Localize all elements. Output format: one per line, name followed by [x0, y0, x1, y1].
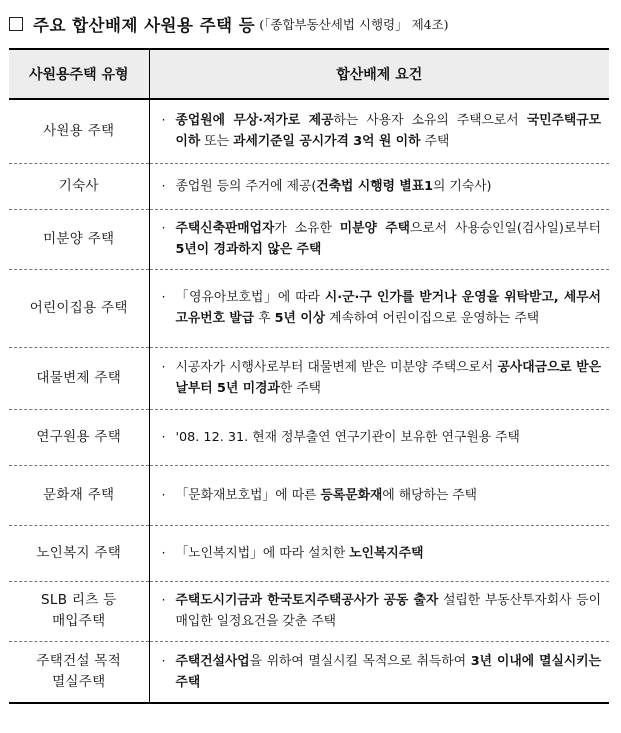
document-title — [9, 11, 449, 37]
requirement-cell — [149, 163, 609, 209]
table-row — [9, 99, 609, 163]
requirement-text-bold: 주택도시기금과 한국토지주택공사가 공동 출자 — [175, 593, 439, 608]
bullet-icon: · — [161, 221, 166, 236]
requirement-text — [176, 590, 602, 632]
requirement-text-segment: 하는 사용자 소유의 주택으로서 — [333, 113, 527, 129]
requirement-text-segment: 계속하여 어린이집으로 운영하는 주택 — [325, 311, 540, 326]
bullet-icon: · — [161, 360, 166, 375]
table-row — [9, 163, 609, 209]
bullet-icon: · — [161, 593, 166, 608]
table-row — [9, 209, 609, 269]
requirement-cell — [149, 581, 609, 641]
housing-exclusion-table — [9, 48, 609, 704]
requirement-text-bold: 3년 이내에 멸실시키는 주택 — [175, 653, 601, 690]
requirement-text-segment: 주택 — [420, 134, 450, 150]
requirement-text-bold: 미분양 주택 — [339, 221, 410, 236]
requirement-text — [176, 485, 602, 506]
requirement-text-segment: 설립한 부동산투자회사 등이 매입한 일정요건을 갖춘 주택 — [175, 593, 601, 629]
title-reference: (「종합부동산세법 시행령」 제4조) — [259, 17, 449, 32]
requirement-text-segment: 「노인복지법」에 따라 설치한 — [175, 545, 350, 561]
requirement-cell — [149, 99, 609, 163]
housing-type-label: SLB 리츠 등 — [41, 592, 117, 608]
title-main: 주요 합산배제 사원용 주택 등 — [33, 16, 256, 35]
requirement-cell — [149, 209, 609, 269]
requirement-text-bold: 5년 이상 — [274, 311, 326, 326]
housing-type-label: 사원용 주택 — [43, 122, 115, 139]
housing-type-label: 기숙사 — [58, 177, 99, 194]
requirement-text-segment: 으로서 사용승인일(검사일)로부터 — [409, 221, 601, 236]
housing-type-cell — [9, 209, 149, 269]
requirement-text-segment: 시공자가 시행사로부터 대물변제 받은 미분양 주택으로서 — [175, 360, 498, 375]
requirement-cell — [149, 269, 609, 347]
header-housing-type: 사원용주택 유형 — [9, 49, 149, 99]
housing-type-cell — [9, 163, 149, 209]
table-row — [9, 525, 609, 581]
housing-type-cell — [9, 641, 149, 703]
bullet-icon: · — [161, 178, 166, 194]
requirement-text — [176, 427, 602, 448]
requirement-text — [176, 651, 602, 693]
requirement-cell — [149, 525, 609, 581]
table-row — [9, 409, 609, 465]
table-row — [9, 269, 609, 347]
housing-type-label: 노인복지 주택 — [36, 544, 122, 561]
bullet-icon: · — [161, 487, 166, 503]
bullet-icon: · — [161, 545, 166, 561]
table-row — [9, 581, 609, 641]
table-row — [9, 347, 609, 409]
requirement-cell — [149, 347, 609, 409]
requirement-text-bold: 주택신축판매업자 — [175, 221, 275, 236]
housing-type-label: 문화재 주택 — [43, 486, 115, 503]
requirement-text-bold: 건축법 시행령 별표1 — [316, 178, 434, 194]
requirement-text — [176, 110, 602, 152]
housing-type-label: 어린이집용 주택 — [29, 299, 128, 316]
requirement-text-bold: 종업원에 무상·저가로 제공 — [175, 113, 334, 129]
requirement-text-bold: 5년이 경과하지 않은 주택 — [175, 242, 322, 257]
requirement-text-segment: 「문화재보호법」에 따른 — [175, 487, 321, 503]
requirement-text — [176, 543, 602, 564]
requirement-text-bold: 공사대금으로 받은 날부터 5년 미경과 — [175, 360, 601, 396]
housing-type-cell — [9, 99, 149, 163]
requirement-cell — [149, 641, 609, 703]
requirement-text — [176, 287, 602, 329]
requirement-text-bold: 노인복지주택 — [349, 545, 424, 561]
requirement-text-segment: 「영유아보호법」에 따라 — [175, 290, 325, 305]
requirement-text-bold: 등록문화재 — [320, 487, 383, 503]
housing-type-cell — [9, 409, 149, 465]
housing-type-label: 매입주택 — [52, 613, 106, 629]
table-body — [9, 99, 609, 703]
requirement-text — [176, 357, 602, 399]
requirement-text-bold: 시·군·구 인가를 받거나 운영을 위탁받고, 세무서 고유번호 발급 — [175, 290, 601, 326]
housing-type-cell — [9, 581, 149, 641]
housing-type-label: 주택건설 목적 — [36, 652, 122, 669]
requirement-text-segment: 을 위하여 멸실시킬 목적으로 취득하여 — [249, 653, 471, 669]
requirement-text-segment: 가 소유한 — [274, 221, 340, 236]
requirement-cell — [149, 465, 609, 525]
requirement-text-segment: 종업원 등의 주거에 제공( — [175, 178, 317, 194]
requirement-text-segment: '08. 12. 31. 현재 정부출연 연구기관이 보유한 연구원용 주택 — [175, 429, 520, 445]
housing-type-label: 미분양 주택 — [43, 230, 115, 247]
requirement-text-segment: 에 해당하는 주택 — [382, 487, 477, 503]
requirement-text-bold: 과세기준일 공시가격 3억 원 이하 — [233, 134, 421, 150]
requirement-text-segment: 의 기숙사) — [433, 178, 492, 194]
housing-type-cell — [9, 269, 149, 347]
checkbox-square-icon — [9, 17, 23, 31]
requirement-text — [176, 218, 602, 260]
requirement-text-segment: 또는 — [200, 134, 234, 150]
bullet-icon: · — [161, 429, 166, 445]
header-exclusion-requirement: 합산배제 요건 — [149, 49, 609, 99]
requirement-text-bold: 주택건설사업 — [175, 653, 250, 669]
housing-type-cell — [9, 347, 149, 409]
table-row — [9, 641, 609, 703]
bullet-icon: · — [161, 653, 166, 669]
table-header-row — [9, 49, 609, 99]
requirement-text-segment: 한 주택 — [279, 381, 322, 396]
requirement-cell — [149, 409, 609, 465]
housing-type-cell — [9, 465, 149, 525]
bullet-icon: · — [161, 290, 166, 305]
housing-type-label: 대물변제 주택 — [36, 369, 122, 386]
housing-type-label: 멸실주택 — [52, 673, 106, 690]
requirement-text-segment: 후 — [254, 311, 275, 326]
housing-type-label: 연구원용 주택 — [36, 428, 122, 445]
housing-type-cell — [9, 525, 149, 581]
table-row — [9, 465, 609, 525]
bullet-icon: · — [161, 113, 166, 129]
requirement-text — [176, 176, 602, 197]
requirement-text-bold: 국민주택규모 이하 — [175, 113, 601, 150]
